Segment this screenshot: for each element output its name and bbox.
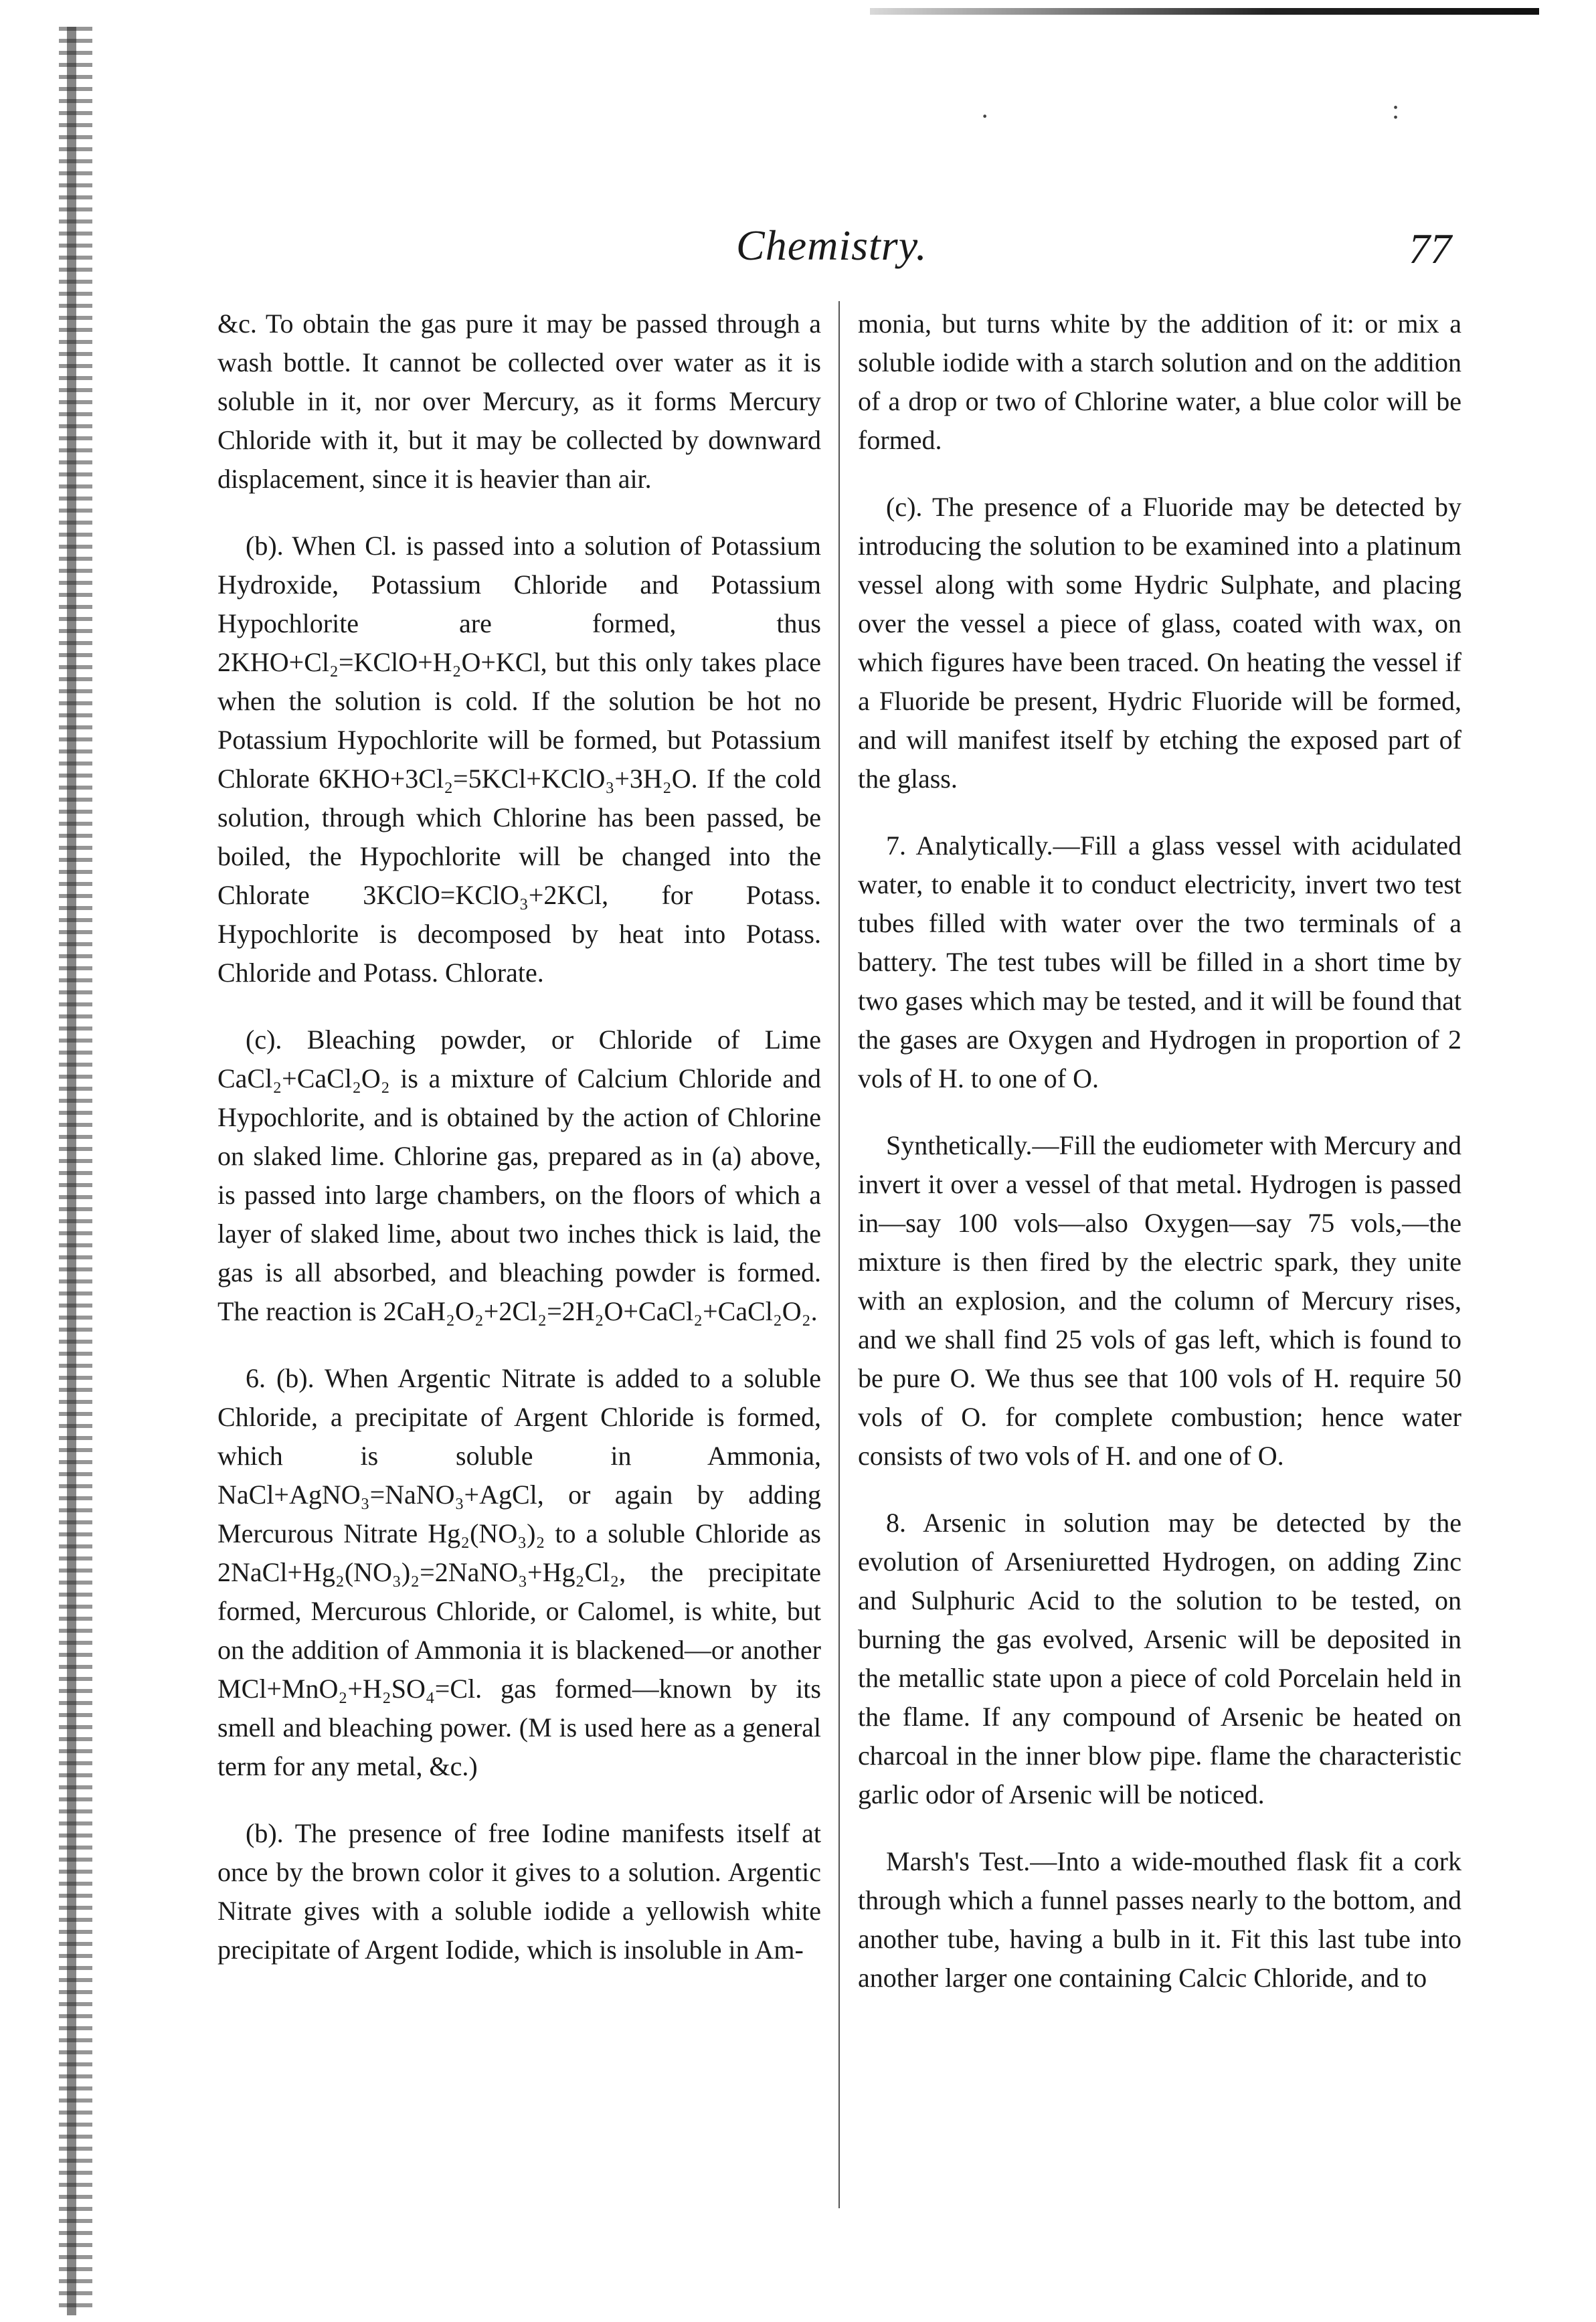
column-divider	[838, 301, 840, 2208]
paragraph: Marsh's Test.—Into a wide-mouthed flask fit a cork through which a funnel passes nearly to the bottom, and another tube, having a bulb in it. Fit this last tube into another larger one containing Calcic Chloride, and to	[858, 1846, 1461, 1993]
paragraph: (b). When Cl. is passed into a solution of Potassium Hydroxide, Potassium Chloride and Potassium Hypochlorite are formed, thus 2KHO+Cl₂=KClO+H₂O+KCl, but this only takes place when the solution is cold. If the solution be hot no Potassium Hypochlorite will be formed, but Potassium Chlorate 6KHO+3Cl₂=5KCl+KClO₃+3H₂O. If the cold solution, through which Chlorine has been passed, be boiled, the Hypochlorite will be changed into the Chlorate 3KClO=KClO₃+2KCl, for Potass. Hypochlorite is decomposed by heat into Potass. Chloride and Potass. Chlorate.	[217, 531, 821, 988]
binding-shadow	[67, 27, 76, 2315]
paragraph: 8. Arsenic in solution may be detected by the evolution of Arseniuretted Hydrogen, on adding Zinc and Sulphuric Acid to the solution to be tested, on burning the gas evolved, Arsenic will be deposited in the metallic state upon a piece of cold Porcelain held in the flame. If any compound of Arsenic be heated on charcoal in the inner blow pipe. flame the characteristic garlic odor of Arsenic will be noticed.	[858, 1508, 1461, 1809]
paragraph: (b). The presence of free Iodine manifests itself at once by the brown color it gives to a solution. Argentic Nitrate gives with a soluble iodide a yellowish white precipitate of Argent Iodide, which is insoluble in Am-	[217, 1818, 821, 1965]
paragraph: Synthetically.—Fill the eudiometer with Mercury and invert it over a vessel of that metal. Hydrogen is passed in—say 100 vols—also Oxygen—say 75 vols,—the mixture is then fired by the electric spark, they unite with an explosion, and the column of Mercury rises, and we shall find 25 vols of gas left, which is found to be pure O. We thus see that 100 vols of H. require 50 vols of O. for complete combustion; hence water consists of two vols of H. and one of O.	[858, 1130, 1461, 1471]
paragraph: (c). Bleaching powder, or Chloride of Lime CaCl₂+CaCl₂O₂ is a mixture of Calcium Chloride and Hypochlorite, and is obtained by the action of Chlorine on slaked lime. Chlorine gas, prepared as in (a) above, is passed into large chambers, on the floors of which a layer of slaked lime, about two inches thick is laid, the gas is all absorbed, and bleaching powder is formed. The reaction is 2CaH₂O₂+2Cl₂=2H₂O+CaCl₂+CaCl₂O₂.	[217, 1024, 821, 1326]
paragraph: &c. To obtain the gas pure it may be passed through a wash bottle. It cannot be collected over water as it is soluble in it, nor over Mercury, as it forms Mercury Chloride with it, but it may be collected by downward displacement, since it is heavier than air.	[217, 308, 821, 494]
paragraph: (c). The presence of a Fluoride may be detected by introducing the solution to be examined into a platinum vessel along with some Hydric Sulphate, and placing over the vessel a piece of glass, coated with wax, on which figures have been traced. On heating the vessel if a Fluoride be present, Hydric Fluoride will be formed, and will manifest itself by etching the exposed part of the glass.	[858, 492, 1461, 794]
right-column	[858, 304, 1461, 2026]
running-head: Chemistry.	[736, 221, 927, 269]
speck-mark: :	[1392, 94, 1400, 124]
top-rule	[870, 8, 1539, 15]
speck-mark: ·	[980, 101, 990, 131]
paragraph: 7. Analytically.—Fill a glass vessel with acidulated water, to enable it to conduct electricity, invert two test tubes filled with water over the two terminals of a battery. The test tubes will be filled in a short time by two gases which may be tested, and it will be found that the gases are Oxygen and Hydrogen in proportion of 2 vols of H. to one of O.	[858, 830, 1461, 1093]
paragraph: 6. (b). When Argentic Nitrate is added to a soluble Chloride, a precipitate of Argent Chloride is formed, which is soluble in Ammonia, NaCl+AgNO₃=NaNO₃+AgCl, or again by adding Mercurous Nitrate Hg₂(NO₃)₂ to a soluble Chloride as 2NaCl+Hg₂(NO₃)₂=2NaNO₃+Hg₂Cl₂, the precipitate formed, Mercurous Chloride, or Calomel, is white, but on the addition of Ammonia it is blackened—or another MCl+MnO₂+H₂SO₄=Cl. gas formed—known by its smell and bleaching power. (M is used here as a general term for any metal, &c.)	[217, 1363, 821, 1781]
page-number: 77	[1409, 225, 1451, 272]
paragraph: monia, but turns white by the addition of it: or mix a soluble iodide with a starch solution and on the addition of a drop or two of Chlorine water, a blue color will be formed.	[858, 308, 1461, 455]
left-column	[217, 304, 821, 1997]
